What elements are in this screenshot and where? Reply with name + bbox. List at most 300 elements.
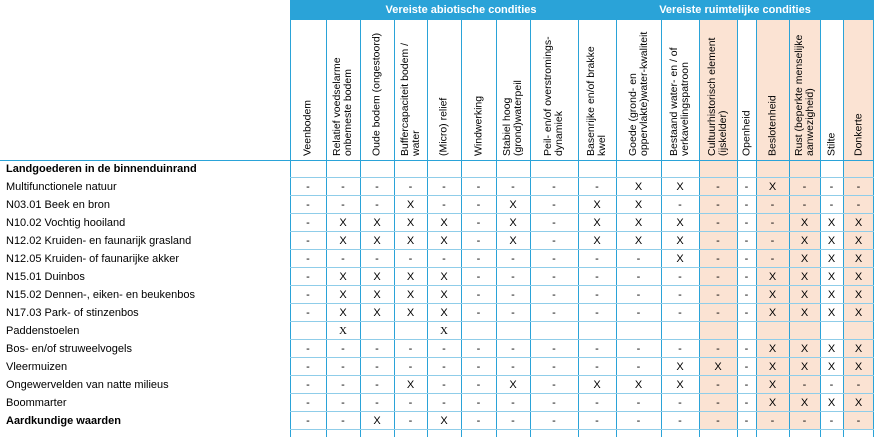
- table-cell: -: [408, 181, 413, 193]
- table-cell: -: [716, 379, 720, 391]
- table-cell: X: [854, 289, 863, 301]
- row-divider: [290, 339, 874, 340]
- table-cell: -: [678, 199, 682, 211]
- table-cell: -: [716, 343, 720, 355]
- row-label: Paddenstoelen: [6, 325, 80, 337]
- table-cell: -: [744, 235, 749, 247]
- table-cell: -: [442, 253, 446, 265]
- row-divider: [290, 357, 874, 358]
- table-cell: -: [476, 271, 481, 283]
- row-label: Boommarter: [6, 397, 67, 409]
- table-cell: -: [744, 397, 749, 409]
- table-cell: -: [636, 289, 641, 301]
- row-label: N03.01 Beek en bron: [6, 199, 110, 211]
- table-cell: X: [768, 379, 777, 391]
- table-cell: X: [827, 397, 836, 409]
- table-cell: -: [476, 415, 481, 427]
- table-cell: X: [440, 271, 448, 283]
- table-cell: -: [442, 181, 446, 193]
- table-cell: X: [440, 217, 448, 229]
- table-cell: -: [636, 361, 641, 373]
- table-cell: [789, 322, 820, 340]
- table-cell: X: [827, 307, 836, 319]
- table-cell: -: [636, 343, 641, 355]
- column-header-label: Cultuurhistorisch element (ijskelder): [706, 37, 729, 156]
- table-cell: X: [634, 199, 643, 211]
- row-divider: [290, 231, 874, 232]
- column-header-label: (Micro) relief: [437, 97, 450, 156]
- table-cell: -: [716, 235, 720, 247]
- table-cell: -: [306, 307, 310, 319]
- table-cell: -: [636, 271, 641, 283]
- table-cell: -: [770, 199, 775, 211]
- table-cell: -: [408, 415, 413, 427]
- table-cell: X: [373, 415, 381, 427]
- row-label: Aardkundige waarden: [6, 415, 121, 427]
- table-cell: -: [802, 379, 807, 391]
- table-cell: -: [744, 289, 749, 301]
- table-cell: -: [306, 397, 310, 409]
- table-cell: [820, 322, 843, 340]
- table-cell: -: [476, 181, 481, 193]
- table-cell: -: [552, 181, 556, 193]
- table-cell: X: [768, 289, 777, 301]
- row-label: N12.02 Kruiden- en faunarijk grasland: [6, 235, 192, 247]
- table-cell: -: [375, 379, 379, 391]
- table-cell: -: [476, 235, 481, 247]
- column-header: [427, 20, 461, 160]
- table-cell: X: [440, 325, 448, 337]
- table-cell: X: [373, 217, 381, 229]
- table-cell: -: [802, 415, 807, 427]
- table-cell: -: [744, 361, 749, 373]
- table-cell: -: [678, 415, 682, 427]
- table-cell: [394, 322, 427, 340]
- table-cell: -: [552, 235, 556, 247]
- table-cell: X: [768, 181, 777, 193]
- table-cell: -: [306, 181, 310, 193]
- row-label: N10.02 Vochtig hooiland: [6, 217, 126, 229]
- table-cell: -: [476, 361, 481, 373]
- table-cell: -: [829, 379, 834, 391]
- table-cell: -: [341, 199, 345, 211]
- column-header-label: Donkerte: [852, 113, 864, 156]
- column-header: [461, 20, 496, 160]
- table-cell: -: [744, 253, 749, 265]
- row-divider: [290, 411, 874, 412]
- table-cell: X: [634, 217, 643, 229]
- table-cell: -: [511, 289, 515, 301]
- table-cell: -: [716, 397, 720, 409]
- table-cell: -: [770, 253, 775, 265]
- table-cell: -: [511, 397, 515, 409]
- row-label: N17.03 Park- of stinzenbos: [6, 307, 139, 319]
- table-cell: X: [800, 271, 809, 283]
- table-cell: -: [636, 415, 641, 427]
- table-cell: X: [854, 235, 863, 247]
- table-cell: X: [339, 307, 347, 319]
- table-cell: -: [678, 289, 682, 301]
- table-cell: -: [595, 307, 599, 319]
- table-cell: X: [827, 253, 836, 265]
- table-cell: X: [406, 271, 415, 283]
- table-cell: X: [854, 307, 863, 319]
- row-label: Multifunctionele natuur: [6, 181, 117, 193]
- header-rule: [0, 160, 874, 161]
- row-label: Bos- en/of struweelvogels: [6, 343, 132, 355]
- row-divider: [290, 177, 874, 178]
- row-divider: [290, 213, 874, 214]
- table-cell: -: [552, 289, 556, 301]
- table-cell: X: [406, 217, 415, 229]
- table-cell: X: [440, 289, 448, 301]
- row-divider: [290, 429, 874, 430]
- table-cell: [496, 322, 530, 340]
- table-cell: -: [856, 199, 861, 211]
- column-header: [737, 20, 756, 160]
- table-cell: -: [341, 415, 345, 427]
- table-cell: X: [593, 235, 601, 247]
- table-cell: -: [552, 397, 556, 409]
- table-cell: -: [408, 253, 413, 265]
- table-cell: -: [341, 379, 345, 391]
- table-cell: X: [509, 379, 517, 391]
- table-cell: -: [595, 289, 599, 301]
- table-cell: X: [800, 253, 809, 265]
- table-cell: X: [800, 235, 809, 247]
- table-cell: -: [408, 361, 413, 373]
- table-cell: -: [476, 253, 481, 265]
- table-cell: X: [440, 307, 448, 319]
- table-cell: -: [511, 307, 515, 319]
- table-cell: -: [552, 343, 556, 355]
- table-cell: X: [339, 325, 347, 337]
- table-cell: -: [636, 253, 641, 265]
- column-header-label: Basenrijke en/of brakke kwel: [585, 46, 608, 156]
- table-cell: -: [744, 379, 749, 391]
- table-cell: X: [768, 397, 777, 409]
- table-cell: X: [800, 217, 809, 229]
- table-cell: X: [854, 217, 863, 229]
- table-cell: -: [511, 343, 515, 355]
- table-cell: -: [511, 415, 515, 427]
- table-cell: X: [593, 199, 601, 211]
- row-label: N15.02 Dennen-, eiken- en beukenbos: [6, 289, 195, 301]
- column-header: [394, 20, 427, 160]
- table-cell: -: [770, 217, 775, 229]
- cell-tint: [756, 160, 789, 178]
- group-header-spatial: Vereiste ruimtelijke condities: [659, 4, 811, 16]
- table-cell: -: [829, 181, 834, 193]
- table-cell: X: [593, 217, 601, 229]
- table-cell: X: [509, 235, 517, 247]
- table-cell: -: [636, 397, 641, 409]
- table-cell: X: [800, 361, 809, 373]
- column-header: [326, 20, 360, 160]
- table-cell: X: [509, 199, 517, 211]
- table-cell: -: [476, 217, 481, 229]
- table-cell: -: [636, 307, 641, 319]
- table-cell: -: [552, 307, 556, 319]
- table-cell: [737, 322, 756, 340]
- table-cell: -: [375, 181, 379, 193]
- table-cell: -: [716, 307, 720, 319]
- column-header: [530, 20, 578, 160]
- table-cell: -: [375, 361, 379, 373]
- table-cell: -: [306, 253, 310, 265]
- table-cell: X: [634, 181, 643, 193]
- table-cell: [578, 322, 616, 340]
- table-cell: -: [408, 397, 413, 409]
- table-cell: -: [511, 181, 515, 193]
- table-cell: -: [744, 307, 749, 319]
- table-cell: [290, 322, 326, 340]
- row-divider: [290, 303, 874, 304]
- row-divider: [290, 195, 874, 196]
- table-cell: -: [375, 199, 379, 211]
- table-cell: -: [306, 343, 310, 355]
- table-cell: X: [676, 361, 684, 373]
- column-header-label: Bestaand water- en / of verkavelingspatroon: [668, 47, 691, 156]
- table-cell: -: [306, 415, 310, 427]
- table-cell: -: [678, 343, 682, 355]
- table-cell: -: [744, 343, 749, 355]
- table-cell: -: [341, 361, 345, 373]
- table-cell: [699, 322, 737, 340]
- table-cell: X: [373, 307, 381, 319]
- table-cell: X: [768, 343, 777, 355]
- table-cell: -: [511, 253, 515, 265]
- table-cell: -: [595, 397, 599, 409]
- table-cell: X: [827, 271, 836, 283]
- table-cell: -: [375, 253, 379, 265]
- table-cell: -: [552, 379, 556, 391]
- table-cell: X: [714, 361, 722, 373]
- table-cell: [461, 322, 496, 340]
- table-cell: X: [827, 217, 836, 229]
- table-cell: X: [634, 235, 643, 247]
- table-cell: -: [442, 199, 446, 211]
- column-header-label: Peil- en/of overstromings-dynamiek: [542, 36, 565, 156]
- table-cell: -: [716, 253, 720, 265]
- table-cell: -: [595, 343, 599, 355]
- table-cell: -: [744, 415, 749, 427]
- row-divider: [290, 285, 874, 286]
- table-cell: X: [768, 271, 777, 283]
- table-cell: X: [854, 343, 863, 355]
- table-cell: -: [476, 379, 481, 391]
- table-cell: X: [440, 415, 448, 427]
- table-cell: [661, 322, 699, 340]
- table-cell: -: [552, 415, 556, 427]
- table-cell: -: [511, 361, 515, 373]
- cell-tint: [699, 160, 737, 178]
- table-cell: [756, 322, 789, 340]
- table-cell: X: [373, 235, 381, 247]
- table-cell: -: [552, 217, 556, 229]
- column-header: [290, 20, 326, 160]
- column-header-label: Beslotenheid: [766, 95, 778, 156]
- table-cell: -: [306, 271, 310, 283]
- row-divider: [290, 393, 874, 394]
- column-header: [578, 20, 616, 160]
- row-divider: [290, 267, 874, 268]
- row-label: Landgoederen in de binnenduinrand: [6, 163, 197, 175]
- table-cell: -: [595, 181, 599, 193]
- column-header-label: Windwerking: [472, 95, 484, 156]
- table-cell: -: [716, 199, 720, 211]
- table-cell: X: [406, 289, 415, 301]
- group-header-abiotic: Vereiste abiotische condities: [385, 4, 537, 16]
- table-cell: -: [716, 289, 720, 301]
- column-header-label: Goede (grond- en oppervlakte)water-kwaliteit: [626, 31, 650, 156]
- table-cell: -: [511, 271, 515, 283]
- column-header: [496, 20, 530, 160]
- table-cell: X: [440, 235, 448, 247]
- table-cell: -: [716, 415, 720, 427]
- cell-tint: [789, 160, 820, 178]
- table-cell: -: [442, 379, 446, 391]
- table-cell: -: [856, 379, 861, 391]
- table-cell: -: [476, 289, 481, 301]
- column-header-label: Buffercapaciteit bodem / water: [398, 42, 422, 156]
- table-cell: -: [595, 361, 599, 373]
- table-cell: X: [768, 361, 777, 373]
- table-cell: X: [800, 343, 809, 355]
- table-cell: X: [827, 289, 836, 301]
- table-cell: -: [716, 217, 720, 229]
- table-cell: -: [341, 343, 345, 355]
- row-divider: [290, 375, 874, 376]
- table-cell: -: [341, 253, 345, 265]
- table-cell: -: [375, 343, 379, 355]
- column-header-label: Openheid: [740, 110, 752, 156]
- table-cell: X: [406, 307, 415, 319]
- table-cell: -: [476, 307, 481, 319]
- row-divider: [290, 249, 874, 250]
- table-cell: [530, 322, 578, 340]
- row-label: Vleermuizen: [6, 361, 68, 373]
- cell-tint: [843, 160, 874, 178]
- column-header-label: Stabiel hoog (grond)waterpeil: [501, 80, 524, 156]
- column-header-label: Stilte: [825, 132, 837, 156]
- table-cell: [843, 322, 874, 340]
- column-header-label: Oude bodem (ongestoord): [370, 32, 383, 156]
- table-cell: -: [341, 181, 345, 193]
- table-cell: -: [552, 361, 556, 373]
- table-cell: X: [854, 271, 863, 283]
- table-cell: -: [802, 199, 807, 211]
- table-cell: -: [442, 397, 446, 409]
- table-cell: -: [476, 397, 481, 409]
- table-cell: X: [676, 235, 684, 247]
- table-cell: X: [373, 289, 381, 301]
- table-cell: [616, 322, 661, 340]
- row-label: N12.05 Kruiden- of faunarijke akker: [6, 253, 180, 265]
- table-cell: X: [676, 253, 684, 265]
- table-cell: -: [552, 253, 556, 265]
- column-header-label: Relatief voedselarme onbemeste bodem: [331, 57, 354, 156]
- table-cell: -: [716, 181, 720, 193]
- table-cell: X: [676, 379, 684, 391]
- table-cell: [360, 322, 394, 340]
- table-cell: -: [678, 307, 682, 319]
- table-cell: X: [373, 271, 381, 283]
- table-cell: X: [339, 217, 347, 229]
- column-header: [820, 20, 843, 160]
- table-cell: X: [509, 217, 517, 229]
- table-cell: X: [406, 199, 415, 211]
- column-header: [843, 20, 874, 160]
- column-header: [661, 20, 699, 160]
- table-cell: -: [375, 397, 379, 409]
- table-cell: X: [827, 235, 836, 247]
- table-cell: -: [678, 271, 682, 283]
- table-cell: -: [744, 217, 749, 229]
- table-cell: X: [339, 271, 347, 283]
- table-cell: -: [306, 199, 310, 211]
- table-cell: -: [770, 235, 775, 247]
- table-cell: -: [829, 415, 834, 427]
- column-header-label: Rust (beperkte menselijke aanwezigheid): [792, 34, 816, 156]
- column-header: [756, 20, 789, 160]
- table-cell: -: [306, 361, 310, 373]
- table-cell: X: [854, 253, 863, 265]
- table-cell: X: [406, 379, 415, 391]
- table-cell: -: [442, 361, 446, 373]
- column-header: [789, 20, 820, 160]
- table-cell: -: [678, 397, 682, 409]
- table-cell: X: [676, 217, 684, 229]
- table-cell: -: [595, 415, 599, 427]
- table-cell: -: [341, 397, 345, 409]
- column-header: [616, 20, 661, 160]
- table-cell: X: [339, 235, 347, 247]
- table-cell: X: [800, 307, 809, 319]
- table-cell: X: [800, 289, 809, 301]
- table-cell: -: [306, 217, 310, 229]
- row-divider: [290, 321, 874, 322]
- table-cell: -: [856, 181, 861, 193]
- table-cell: -: [802, 181, 807, 193]
- column-header-label: Veenbodem: [301, 99, 314, 156]
- table-cell: -: [595, 253, 599, 265]
- table-cell: -: [552, 199, 556, 211]
- table-cell: X: [827, 343, 836, 355]
- table-cell: -: [744, 181, 749, 193]
- table-cell: X: [800, 397, 809, 409]
- table-cell: -: [716, 271, 720, 283]
- table-cell: X: [768, 307, 777, 319]
- table-cell: X: [854, 397, 863, 409]
- table-cell: -: [408, 343, 413, 355]
- table-cell: X: [593, 379, 601, 391]
- column-header: [699, 20, 737, 160]
- table-cell: -: [442, 343, 446, 355]
- table-cell: -: [306, 379, 310, 391]
- table-cell: X: [854, 361, 863, 373]
- table-cell: X: [634, 379, 643, 391]
- table-cell: X: [676, 181, 684, 193]
- table-cell: -: [770, 415, 775, 427]
- table-cell: -: [595, 271, 599, 283]
- table-cell: X: [406, 235, 415, 247]
- table-cell: X: [827, 361, 836, 373]
- column-header: [360, 20, 394, 160]
- table-cell: -: [476, 199, 481, 211]
- table-cell: -: [552, 271, 556, 283]
- row-label: N15.01 Duinbos: [6, 271, 85, 283]
